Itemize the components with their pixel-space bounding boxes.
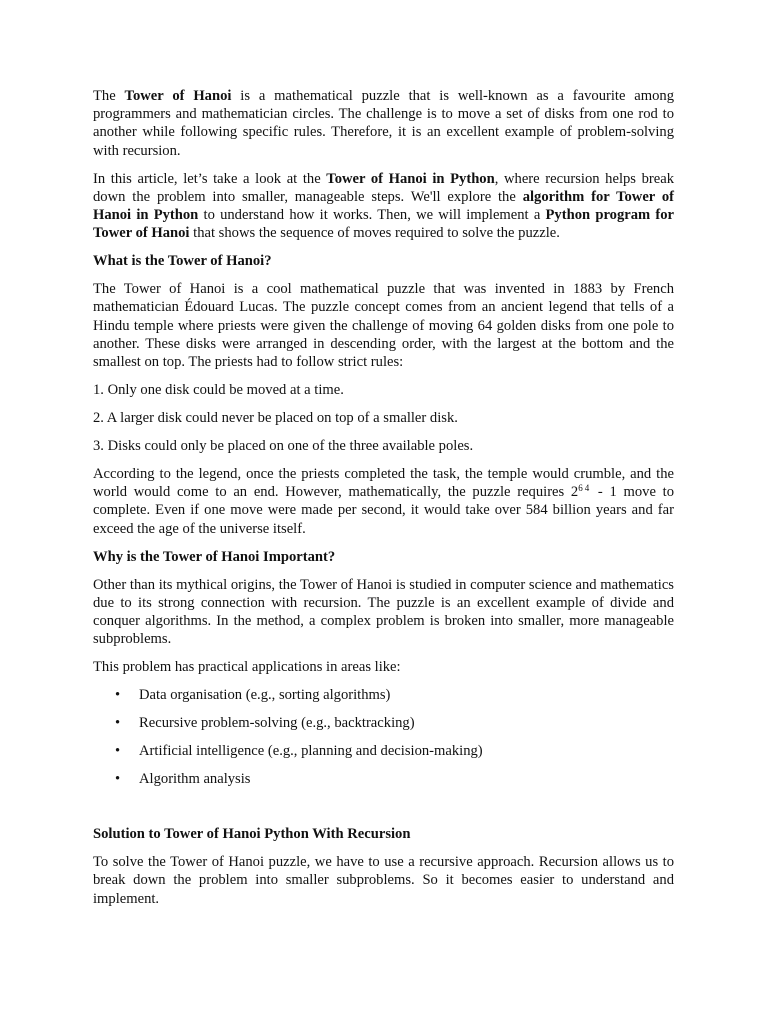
section-heading-what: What is the Tower of Hanoi? xyxy=(93,253,272,270)
document-page xyxy=(93,87,674,918)
bullet-icon: • xyxy=(115,687,121,704)
list-item xyxy=(93,714,674,732)
legend-text: According to the legend, once the priests completed the task, the temple would crumble, and the world would come to an end. However, mathematically, the puzzle requires 2 xyxy=(93,466,674,501)
bold-term-tower-of-hanoi-in-python: Tower of Hanoi in Python xyxy=(326,170,495,187)
list-item xyxy=(93,686,674,704)
section-spacer xyxy=(93,798,674,825)
section-heading-solution: Solution to Tower of Hanoi Python With Recursion xyxy=(93,826,411,843)
why-paragraph-2: This problem has practical applications in areas like: xyxy=(93,659,401,676)
list-item-text: Data organisation (e.g., sorting algorithms) xyxy=(139,687,391,704)
bold-term-python-program: Python program for Tower of Hanoi xyxy=(93,207,675,242)
what-paragraph-2 xyxy=(93,465,674,538)
solution-paragraph-1: To solve the Tower of Hanoi puzzle, we have to use a recursive approach. Recursion allows us to break down the problem into smaller subproblems. So it becomes easier to understand and implement. xyxy=(93,854,674,907)
bullet-icon: • xyxy=(115,771,121,788)
legend-text: - 1 move to complete. Even if one move were made per second, it would take over 584 billion years and far exceed the age of the universe itself. xyxy=(93,484,674,537)
bold-term-algorithm: algorithm for Tower of Hanoi in Python xyxy=(93,188,675,224)
intro-paragraph-2 xyxy=(93,170,674,243)
intro-text: to understand how it works. Then, we will implement a xyxy=(198,207,546,224)
intro-text: that shows the sequence of moves required to solve the puzzle. xyxy=(189,225,560,242)
why-paragraph-1: Other than its mythical origins, the Tower of Hanoi is studied in computer science and mathematics due to its strong connection with recursion. The puzzle is an excellent example of divide and conquer algorithms. In the method, a complex problem is broken into smaller, more manageable subproblems. xyxy=(93,576,674,648)
list-item-text: Algorithm analysis xyxy=(139,771,251,788)
intro-text: , where recursion helps break down the problem into smaller, manageable steps. We'll explore the xyxy=(93,170,675,205)
intro-text: In this article, let’s take a look at the xyxy=(93,170,327,187)
bullet-icon: • xyxy=(115,715,121,732)
list-item-text: Recursive problem-solving (e.g., backtracking) xyxy=(139,715,415,732)
list-item xyxy=(93,742,674,760)
bullet-icon: • xyxy=(115,743,121,760)
list-item-text: Artificial intelligence (e.g., planning and decision-making) xyxy=(139,743,483,760)
section-heading-why: Why is the Tower of Hanoi Important? xyxy=(93,548,336,565)
list-item xyxy=(93,770,674,788)
intro-text: is a mathematical puzzle that is well-known as a favourite among programmers and mathematician circles. The challenge is to move a set of disks from one rod to another while following specific rules. Therefore, it is an excellent example of problem-solving with recursion. xyxy=(93,88,674,159)
rule-item-1: 1. Only one disk could be moved at a time. xyxy=(93,382,344,399)
exponent: 64 xyxy=(578,483,592,494)
intro-text: The xyxy=(93,88,125,104)
rule-item-2: 2. A larger disk could never be placed on top of a smaller disk. xyxy=(93,410,458,427)
what-paragraph-1: The Tower of Hanoi is a cool mathematical puzzle that was invented in 1883 by French mathematician Édouard Lucas. The puzzle concept comes from an ancient legend that tells of a Hindu temple where priests were given the challenge of moving 64 golden disks from one pole to another. These disks were arranged in descending order, with the largest at the bottom and the smallest on top. The priests had to follow strict rules: xyxy=(93,281,674,371)
applications-list xyxy=(93,686,674,788)
intro-paragraph-1 xyxy=(93,87,674,160)
rule-item-3: 3. Disks could only be placed on one of the three available poles. xyxy=(93,438,474,455)
bold-term-tower-of-hanoi: Tower of Hanoi xyxy=(124,88,232,104)
